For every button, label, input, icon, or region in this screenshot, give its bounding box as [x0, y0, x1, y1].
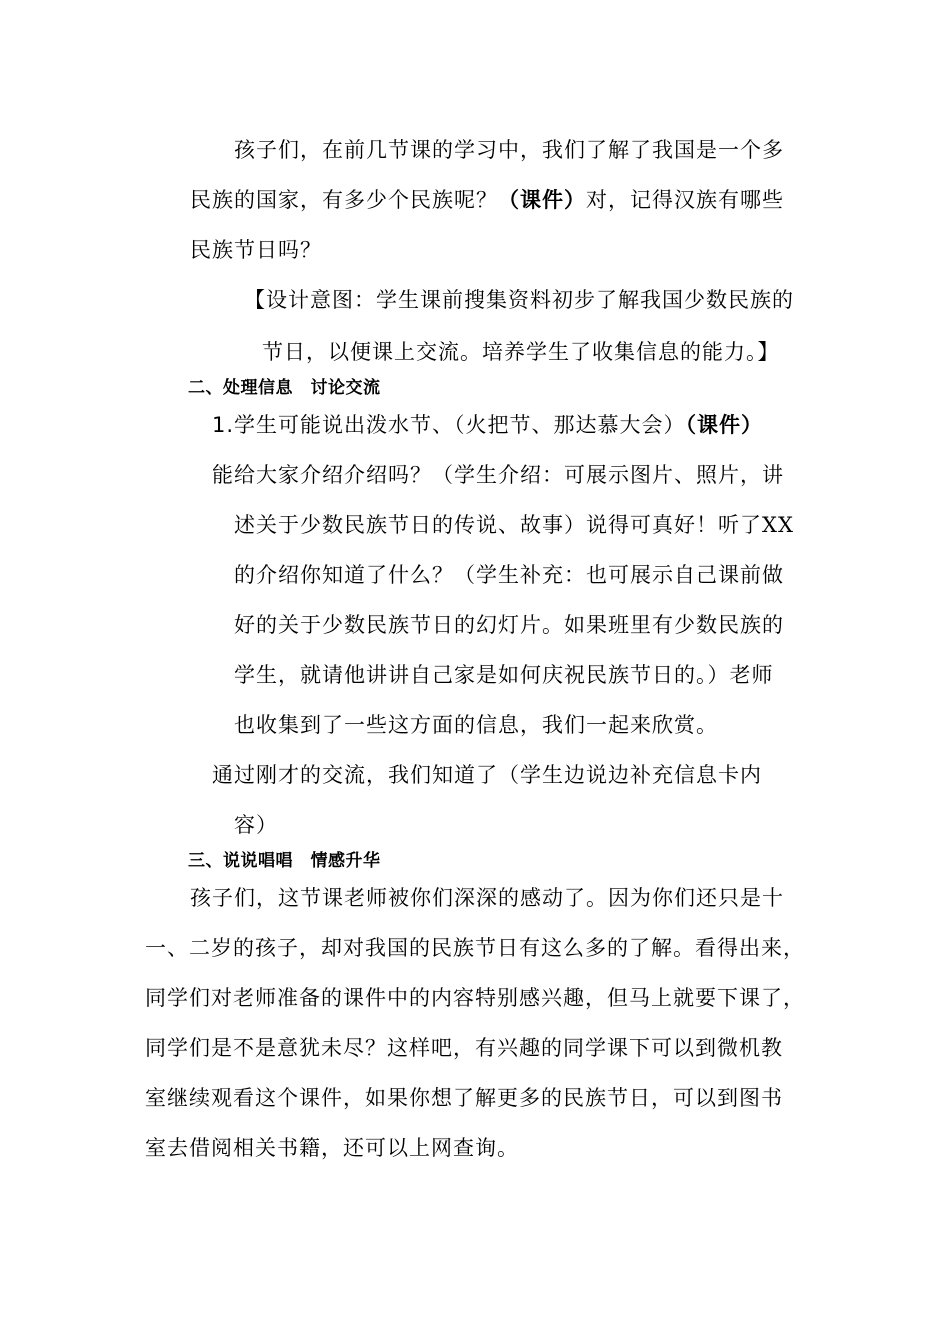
section-heading-2: 二、处理信息 讨论交流 — [188, 378, 381, 398]
section2-line-6: 也收集到了一些这方面的信息，我们一起来欣赏。 — [234, 713, 718, 737]
section3-line-6: 室去借阅相关书籍，还可以上网查询。 — [145, 1136, 519, 1160]
section2-summary-1: 通过刚才的交流，我们知道了（学生边说边补充信息卡内 — [212, 763, 762, 787]
section3-line-2: 一、二岁的孩子，却对我国的民族节日有这么多的了解。看得出来， — [145, 936, 805, 960]
courseware-tag: （课件） — [685, 413, 764, 437]
section2-line-4: 好的关于少数民族节日的幻灯片。如果班里有少数民族的 — [234, 613, 784, 637]
section2-summary-2: 容） — [234, 813, 278, 837]
design-intent-line-2: 节日，以便课上交流。培养学生了收集信息的能力。】 — [262, 340, 780, 364]
section2-item-1 — [212, 411, 763, 439]
intro-line-2 — [190, 186, 784, 214]
section-heading-3: 三、说说唱唱 情感升华 — [188, 851, 381, 871]
intro-line-1: 孩子们，在前几节课的学习中，我们了解了我国是一个多 — [234, 138, 784, 162]
section3-line-1: 孩子们，这节课老师被你们深深的感动了。因为你们还只是十 — [190, 886, 784, 910]
section3-line-4: 同学们是不是意犹未尽？这样吧，有兴趣的同学课下可以到微机教 — [145, 1036, 783, 1060]
section2-line-5: 学生，就请他讲讲自己家是如何庆祝民族节日的。）老师 — [234, 663, 774, 687]
section2-line-2: 述关于少数民族节日的传说、故事）说得可真好！听了XX — [234, 513, 794, 537]
intro-line-2-text: 民族的国家，有多少个民族呢？ — [190, 188, 498, 212]
section2-line-1: 能给大家介绍介绍吗？（学生介绍：可展示图片、照片，讲 — [212, 463, 784, 487]
intro-line-2-tail: 对，记得汉族有哪些 — [586, 188, 784, 212]
courseware-tag: （课件） — [498, 188, 586, 212]
design-intent-line-1: 【设计意图：学生课前搜集资料初步了解我国少数民族的 — [244, 288, 794, 312]
intro-line-3: 民族节日吗？ — [190, 238, 322, 262]
section3-line-5: 室继续观看这个课件，如果你想了解更多的民族节日，可以到图书 — [145, 1086, 783, 1110]
section2-line-3: 的介绍你知道了什么？（学生补充：也可展示自己课前做 — [234, 563, 784, 587]
section3-line-3: 同学们对老师准备的课件中的内容特别感兴趣，但马上就要下课了， — [145, 986, 805, 1010]
section2-item-1-text: 1.学生可能说出泼水节、（火把节、那达慕大会） — [212, 413, 686, 437]
